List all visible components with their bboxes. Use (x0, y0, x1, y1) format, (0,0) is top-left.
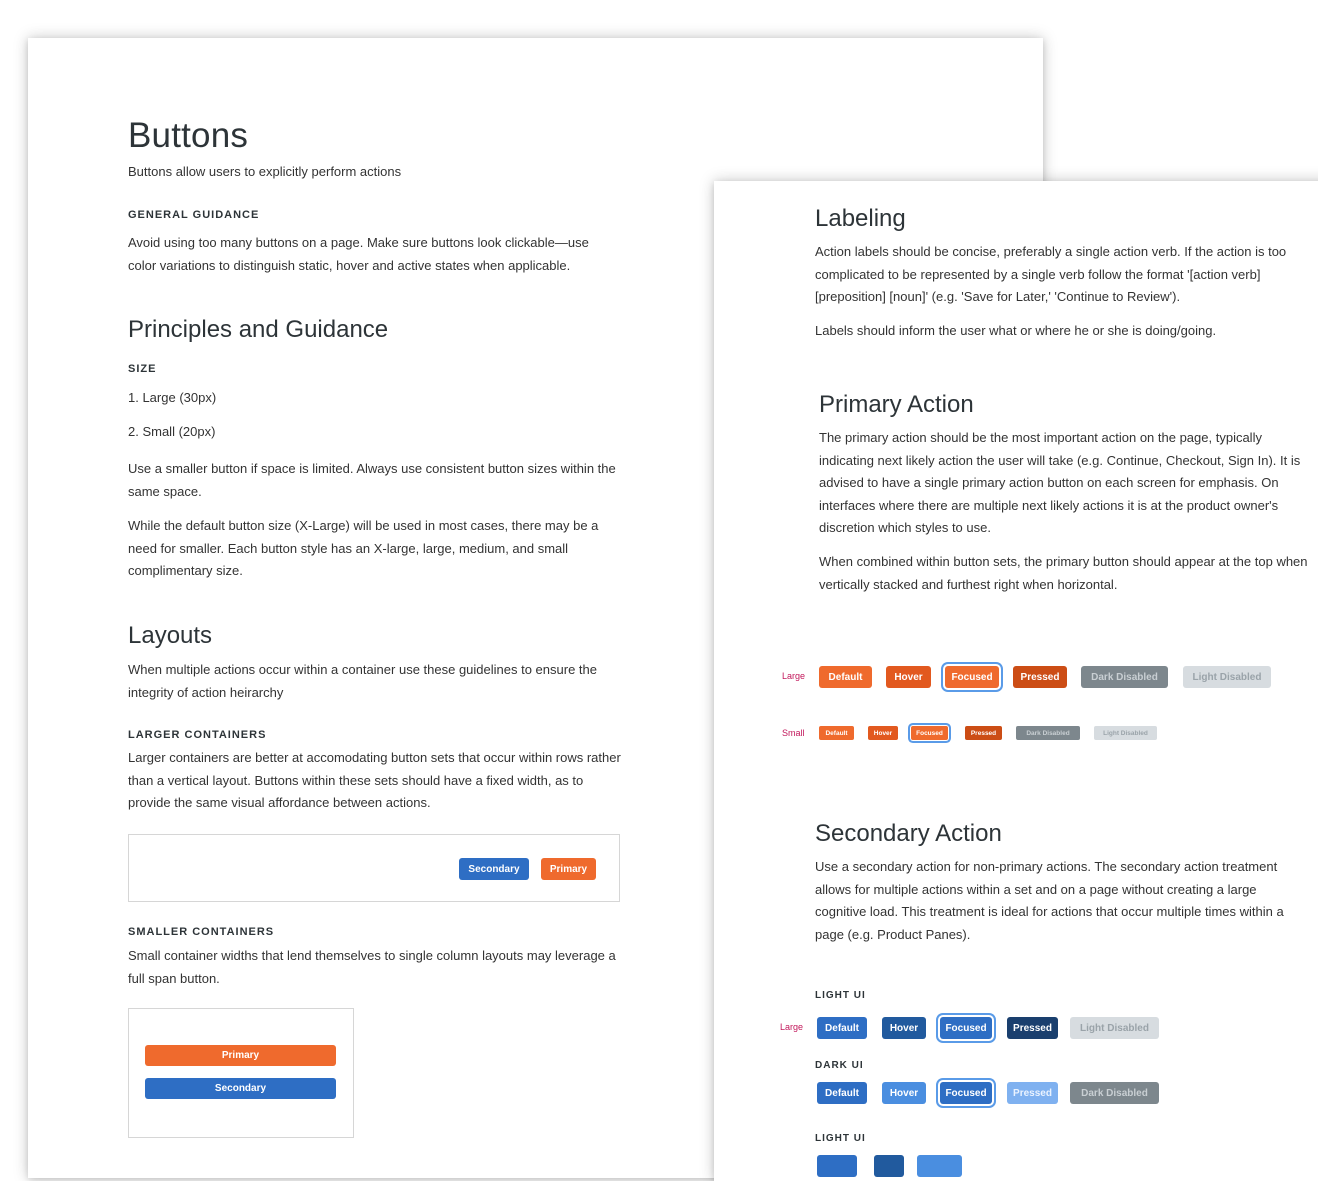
primary-action-heading: Primary Action (819, 391, 974, 418)
primary-pressed-small-button[interactable]: Pressed (965, 726, 1002, 740)
primary-action-text: The primary action should be the most important action on the page, typically indicating next likely action the user will take (e.g. Continue, Checkout, Sign In). It is advised to have a single primary action button on each screen for emphasis. On interfaces where there are multiple next likely actions it is at the product owner's discretion which styles to use. (819, 430, 1301, 535)
principles-heading: Principles and Guidance (128, 316, 389, 343)
size-item: 1. Large (30px) (128, 390, 217, 405)
size-paragraph: Use a smaller button if space is limited. Always use consistent button sizes within the same space. (128, 461, 616, 499)
size-label-large: Large (780, 1022, 804, 1032)
smaller-container-example (128, 1008, 354, 1138)
size-label-large: Large (782, 671, 806, 681)
primary-dark-disabled-small-button: Dark Disabled (1016, 726, 1080, 740)
primary-hover-button[interactable]: Hover (886, 666, 931, 688)
primary-pressed-button[interactable]: Pressed (1013, 666, 1067, 688)
secondary-hover-button[interactable]: Hover (882, 1017, 926, 1039)
size-label-small: Small (782, 728, 805, 738)
secondary-dark-default-button[interactable]: Default (817, 1082, 867, 1104)
general-guidance-heading: GENERAL GUIDANCE (128, 209, 260, 221)
primary-focused-small-button[interactable]: Focused (911, 726, 948, 740)
partial-button[interactable] (917, 1155, 962, 1177)
labeling-text: Labels should inform the user what or where he or she is doing/going. (815, 323, 1217, 338)
size-heading: SIZE (128, 363, 157, 375)
primary-light-disabled-button: Light Disabled (1183, 666, 1271, 688)
primary-button[interactable]: Primary (541, 858, 596, 880)
secondary-dark-hover-button[interactable]: Hover (882, 1082, 926, 1104)
secondary-pressed-button[interactable]: Pressed (1007, 1017, 1058, 1039)
layouts-text: When multiple actions occur within a container use these guidelines to ensure the integrity of action heirarchy (128, 662, 597, 700)
secondary-dark-pressed-button[interactable]: Pressed (1007, 1082, 1058, 1104)
primary-full-span-button[interactable]: Primary (145, 1045, 336, 1066)
size-paragraph: While the default button size (X-Large) will be used in most cases, there may be a need for smaller. Each button style has an X-large, large, medium, and small complimentary size. (128, 518, 599, 578)
primary-action-text: When combined within button sets, the primary button should appear at the top when vertically stacked and furthest right when horizontal. (819, 554, 1308, 592)
right-document-page (714, 181, 1318, 1181)
secondary-button[interactable]: Secondary (459, 858, 529, 880)
light-ui-heading: LIGHT UI (815, 990, 866, 1001)
secondary-dark-focused-button[interactable]: Focused (940, 1082, 992, 1104)
larger-containers-text: Larger containers are better at accomodating button sets that occur within rows rather than a vertical layout. Buttons within these sets should have a fixed width, as to provide the same visual affordance between actions. (128, 750, 621, 810)
page-title: Buttons (128, 116, 249, 155)
general-guidance-text: Avoid using too many buttons on a page. Make sure buttons look clickable—use color variations to distinguish static, hover and active states when applicable. (128, 235, 589, 273)
secondary-action-text: Use a secondary action for non-primary actions. The secondary action treatment allows for multiple actions within a set and on a page without creating a large cognitive load. This treatment is ideal for actions that occur multiple times within a page (e.g. Product Panes). (815, 859, 1284, 942)
partial-button[interactable] (874, 1155, 904, 1177)
primary-focused-button[interactable]: Focused (945, 666, 999, 688)
primary-dark-disabled-button: Dark Disabled (1081, 666, 1168, 688)
secondary-full-span-button[interactable]: Secondary (145, 1078, 336, 1099)
partial-button[interactable] (817, 1155, 857, 1177)
smaller-containers-heading: SMALLER CONTAINERS (128, 926, 275, 938)
primary-light-disabled-small-button: Light Disabled (1094, 726, 1157, 740)
smaller-containers-text: Small container widths that lend themselves to single column layouts may leverage a full span button. (128, 948, 616, 986)
primary-default-small-button[interactable]: Default (819, 726, 854, 740)
larger-containers-heading: LARGER CONTAINERS (128, 729, 267, 741)
layouts-heading: Layouts (128, 622, 213, 649)
size-item: 2. Small (20px) (128, 424, 216, 439)
light-ui-heading-2: LIGHT UI (815, 1133, 866, 1144)
labeling-heading: Labeling (815, 205, 906, 232)
primary-default-button[interactable]: Default (819, 666, 872, 688)
secondary-dark-disabled-button: Dark Disabled (1070, 1082, 1159, 1104)
secondary-action-heading: Secondary Action (815, 820, 1002, 847)
secondary-light-disabled-button: Light Disabled (1070, 1017, 1159, 1039)
dark-ui-heading: DARK UI (815, 1060, 864, 1071)
page-subtitle: Buttons allow users to explicitly perform actions (128, 164, 402, 179)
labeling-text: Action labels should be concise, preferably a single action verb. If the action is too complicated to be represented by a single verb follow the format '[action verb] [preposition] [noun]' (e.g. 'Save for Later,' 'Continue to Review'). (815, 244, 1287, 304)
secondary-focused-button[interactable]: Focused (940, 1017, 992, 1039)
secondary-default-button[interactable]: Default (817, 1017, 867, 1039)
primary-hover-small-button[interactable]: Hover (868, 726, 898, 740)
larger-container-example (128, 834, 620, 902)
